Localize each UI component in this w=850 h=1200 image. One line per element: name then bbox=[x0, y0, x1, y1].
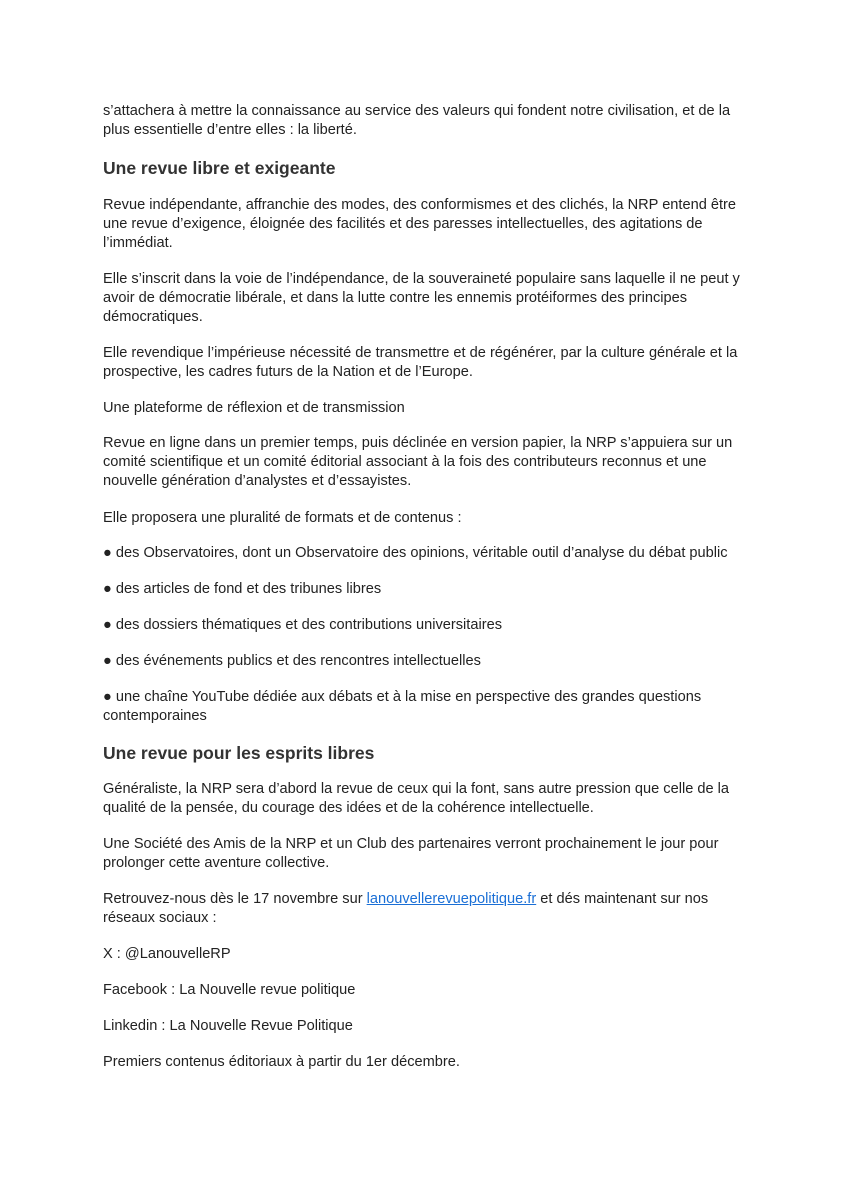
paragraph-text: Retrouvez-nous dès le 17 novembre sur bbox=[103, 891, 367, 907]
paragraph: Une plateforme de réflexion et de transmission bbox=[103, 400, 405, 416]
social-x: X : @LanouvelleRP bbox=[103, 946, 231, 962]
social-linkedin: Linkedin : La Nouvelle Revue Politique bbox=[103, 1018, 353, 1034]
website-link[interactable]: lanouvellerevuepolitique.fr bbox=[366, 891, 537, 907]
paragraph: Revue en ligne dans un premier temps, puis déclinée en version papier, la NRP s’appuiera sur un comité scientifique et un comité éditorial associant à la fois des contributeurs reconnus et une nouvelle génération d’analystes et d’essayistes. bbox=[103, 435, 733, 489]
paragraph: Elle proposera une pluralité de formats et de contenus : bbox=[103, 510, 462, 526]
intro-paragraph: s’attachera à mettre la connaissance au service des valeurs qui fondent notre civilisation, et de la plus essentielle d’entre elles : la liberté. bbox=[103, 103, 731, 138]
section-heading-libre-exigeante: Une revue libre et exigeante bbox=[103, 158, 336, 178]
paragraph: Elle revendique l’impérieuse nécessité de transmettre et de régénérer, par la culture générale et la prospective, les cadres futurs de la Nation et de l’Europe. bbox=[103, 345, 738, 380]
paragraph-with-link bbox=[103, 890, 743, 928]
list-item: ● des articles de fond et des tribunes libres bbox=[103, 581, 382, 597]
social-facebook: Facebook : La Nouvelle revue politique bbox=[103, 982, 356, 998]
list-item: ● des événements publics et des rencontres intellectuelles bbox=[103, 653, 481, 669]
list-item: ● une chaîne YouTube dédiée aux débats et à la mise en perspective des grandes questions contemporaines bbox=[103, 689, 702, 724]
paragraph-text: et dés maintenant sur nos réseaux sociaux : bbox=[103, 891, 709, 926]
closing-paragraph: Premiers contenus éditoriaux à partir du 1er décembre. bbox=[103, 1054, 460, 1070]
list-item: ● des Observatoires, dont un Observatoire des opinions, véritable outil d’analyse du débat public bbox=[103, 545, 728, 561]
paragraph: Elle s’inscrit dans la voie de l’indépendance, de la souveraineté populaire sans laquelle il ne peut y avoir de démocratie libérale, et dans la lutte contre les ennemis protéiformes des principes démocratiques. bbox=[103, 271, 740, 325]
list-item: ● des dossiers thématiques et des contributions universitaires bbox=[103, 617, 502, 633]
paragraph: Une Société des Amis de la NRP et un Club des partenaires verront prochainement le jour pour prolonger cette aventure collective. bbox=[103, 836, 719, 871]
paragraph: Revue indépendante, affranchie des modes, des conformismes et des clichés, la NRP entend être une revue d’exigence, éloignée des facilités et des paresses intellectuelles, des agitations de l’immédiat. bbox=[103, 197, 737, 251]
paragraph: Généraliste, la NRP sera d’abord la revue de ceux qui la font, sans autre pression que celle de la qualité de la pensée, du courage des idées et de la cohérence intellectuelle. bbox=[103, 781, 730, 816]
section-heading-esprits-libres: Une revue pour les esprits libres bbox=[103, 743, 375, 763]
